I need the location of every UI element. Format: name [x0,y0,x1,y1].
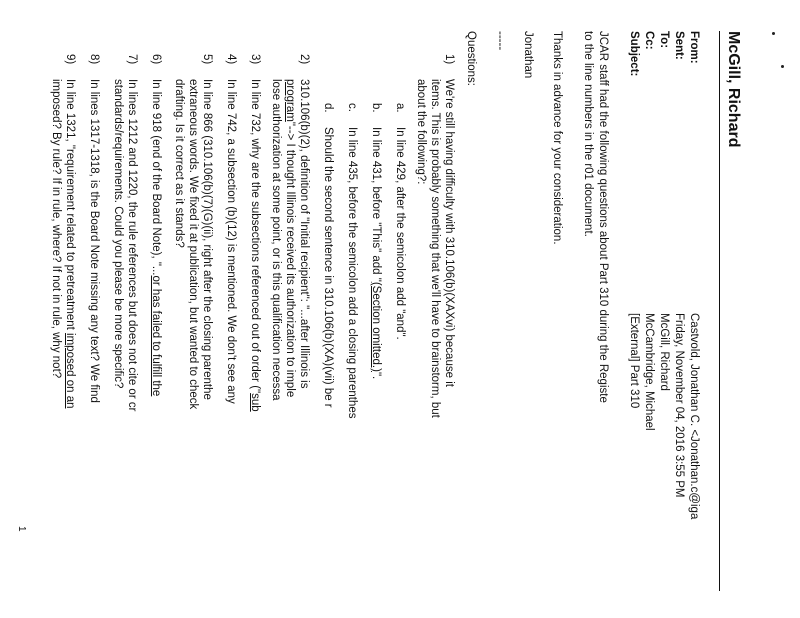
q8-line-1: In lines 1317-1318, is the Board Note missing any text? We find [88,79,100,403]
q9-line-2: imposed? By rule? If in rule, where? If not in rule, why not? [50,79,62,379]
q1-number: 1) [443,54,455,65]
q1b-text [369,127,383,379]
q6-number: 6) [150,54,162,65]
q1-line-1: We're still having difficulty with 310.106(b)(XAXvi) because it [443,79,455,387]
q2-number: 2) [298,54,310,65]
q1-line-3: about the following?: [415,79,427,185]
q1a-number: a. [394,103,406,113]
subject-value: [External] Part 310 [628,313,640,409]
q7-line-1: In lines 1212 and 1220, the rule references but does not cite or cr [126,79,138,412]
intro-line-2: to the line numbers in the r01 document. [582,31,594,237]
q5-number: 5) [201,54,213,65]
q9-line-1-text: In line 1321, "requirement related to pretreatment [64,79,76,334]
separator: ----- [494,31,506,51]
thanks-line: Thanks in advance for your consideration. [551,31,563,245]
q1b-text-b: ". [370,371,382,380]
scan-speck [781,65,784,68]
intro-line-1: JCAR staff had the following questions about Part 310 during the Registe [597,31,609,403]
from-label: From: [688,31,700,64]
scan-speck [772,32,775,35]
q2-line-3: lose authorization at some point, or is this qualification necessa [270,79,282,401]
q1-line-2: items. This is probably something that we'll have to brainstorm, but [429,79,441,418]
subject-label: Subject: [628,31,640,77]
q2-line-2-rest: "--> I thought Illinois received its authorization to imple [284,121,296,398]
sent-label: Sent: [673,31,685,60]
q6-line-1-underlined: or has failed to fulfill the [150,275,162,397]
q7-number: 7) [126,54,138,65]
q7-line-2: standards/requirements. Could you please be more specific? [112,79,124,389]
q5-line-1: In line 866 (310.106(b)(7)(G)(ii), right after the closing parenthe [201,79,213,400]
q6-line-1-text: In line 918 (end of the Board Note), "... [150,79,162,276]
signoff: Jonathan [522,31,534,79]
q1a-text: In line 429, after the semicolon add "and". [394,127,406,340]
q3-line-1 [248,79,262,412]
q2-line-2-underlined: program [284,79,296,122]
cc-value: McCambridge, Michael [643,313,655,431]
from-value: Castvold, Jonathan C. <Jonathan.c@iga [688,313,700,520]
cc-label: Cc: [643,31,655,50]
q2-line-2 [283,79,297,397]
q3-line-1-underlined: sub [249,393,261,412]
q1c-number: c. [346,103,358,112]
q1d-text: Should the second sentence in 310.106(b)(XA)(vii) be r [322,127,334,408]
q1c-text: In line 435, before the semicolon add a closing parenthes [346,127,358,419]
q2-line-1: 310.106(b)(2), definition of "Initial recipient": "...after Illinois is [298,79,310,389]
q5-line-2: extraneous words. We fixed it at publication, but wanted to check [187,79,199,410]
to-value: McGill, Richard [658,313,670,391]
q1b-text-underlined: (Section omitted.) [370,281,382,372]
page-header-name: McGill, Richard [725,31,742,148]
q4-line-1: In line 742, a subsection (b)(12) is mentioned. We don't see any [225,79,237,404]
q1d-number: d. [322,103,334,113]
q4-number: 4) [225,54,237,65]
q1b-number: b. [370,103,382,113]
header-rule [719,31,720,591]
q9-line-1-underlined: imposed on an [64,333,76,409]
q9-number: 9) [64,54,76,65]
q6-line-1 [149,79,163,396]
q1b-text-a: In line 431, before "This" add " [370,127,382,282]
questions-label: Questions: [465,31,477,86]
q3-number: 3) [249,54,261,65]
page-number: 1 [16,526,27,532]
q5-line-3: drafting. Is it correct as it stands? [173,79,185,248]
sent-value: Friday, November 04, 2016 3:55 PM [673,313,685,498]
q9-line-1 [63,79,77,409]
q8-number: 8) [88,54,100,65]
to-label: To: [658,31,670,49]
q3-line-1-text: In line 732, why are the subsections referenced out of order (" [249,79,261,394]
